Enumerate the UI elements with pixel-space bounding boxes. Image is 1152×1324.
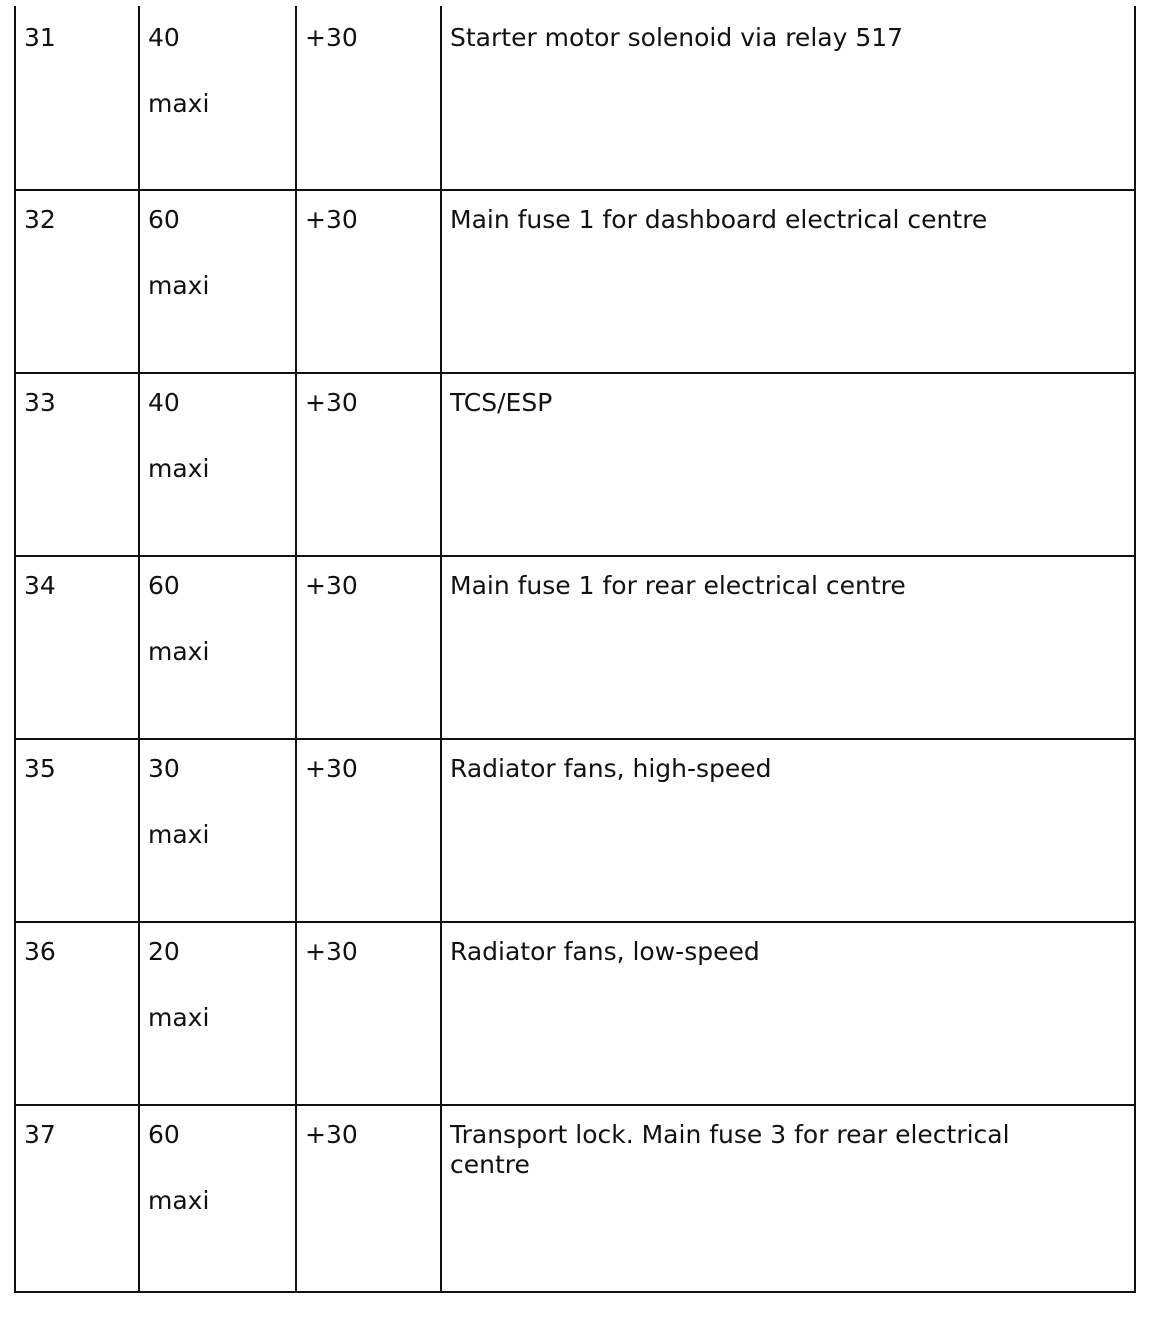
amperage-value: 60 — [148, 204, 180, 234]
description-cell: Main fuse 1 for rear electrical centre — [441, 556, 1135, 739]
fuse-type: maxi — [148, 1185, 210, 1215]
fuse-type: maxi — [148, 1002, 210, 1032]
table-row — [15, 556, 1135, 739]
table-row — [15, 739, 1135, 922]
amperage-value: 40 — [148, 23, 180, 52]
amperage-cell — [139, 190, 296, 373]
fuse-number-cell: 36 — [15, 922, 139, 1105]
table-row — [15, 373, 1135, 556]
terminal-cell: +30 — [296, 739, 441, 922]
amperage-cell — [139, 739, 296, 922]
fuse-table — [14, 6, 1136, 1293]
description-cell: Main fuse 1 for dashboard electrical centre — [441, 190, 1135, 373]
amperage-value: 30 — [148, 753, 180, 783]
amperage-cell — [139, 922, 296, 1105]
amperage-cell — [139, 556, 296, 739]
amperage-cell — [139, 7, 296, 190]
fuse-number-cell: 35 — [15, 739, 139, 922]
fuse-number-cell: 34 — [15, 556, 139, 739]
amperage-cell — [139, 373, 296, 556]
amperage-value: 20 — [148, 936, 180, 966]
fuse-type: maxi — [148, 453, 210, 483]
amperage-value: 60 — [148, 1119, 180, 1149]
description-cell: TCS/ESP — [441, 373, 1135, 556]
fuse-type: maxi — [148, 636, 210, 666]
table-row — [15, 1105, 1135, 1292]
table-row — [15, 7, 1135, 190]
description-cell: Radiator fans, low-speed — [441, 922, 1135, 1105]
fuse-number-cell: 31 — [15, 7, 139, 190]
amperage-value: 40 — [148, 387, 180, 417]
terminal-cell: +30 — [296, 1105, 441, 1292]
fuse-type: maxi — [148, 270, 210, 300]
description-cell: Transport lock. Main fuse 3 for rear electrical centre — [441, 1105, 1135, 1292]
terminal-cell: +30 — [296, 556, 441, 739]
fuse-type: maxi — [148, 819, 210, 849]
amperage-cell — [139, 1105, 296, 1292]
fuse-type: maxi — [148, 89, 210, 118]
table-row — [15, 190, 1135, 373]
terminal-cell: +30 — [296, 7, 441, 190]
fuse-number-cell: 32 — [15, 190, 139, 373]
fuse-number-cell: 33 — [15, 373, 139, 556]
terminal-cell: +30 — [296, 373, 441, 556]
description-cell: Radiator fans, high-speed — [441, 739, 1135, 922]
description-cell: Starter motor solenoid via relay 517 — [441, 7, 1135, 190]
amperage-value: 60 — [148, 570, 180, 600]
table-row — [15, 922, 1135, 1105]
fuse-number-cell: 37 — [15, 1105, 139, 1292]
terminal-cell: +30 — [296, 922, 441, 1105]
terminal-cell: +30 — [296, 190, 441, 373]
